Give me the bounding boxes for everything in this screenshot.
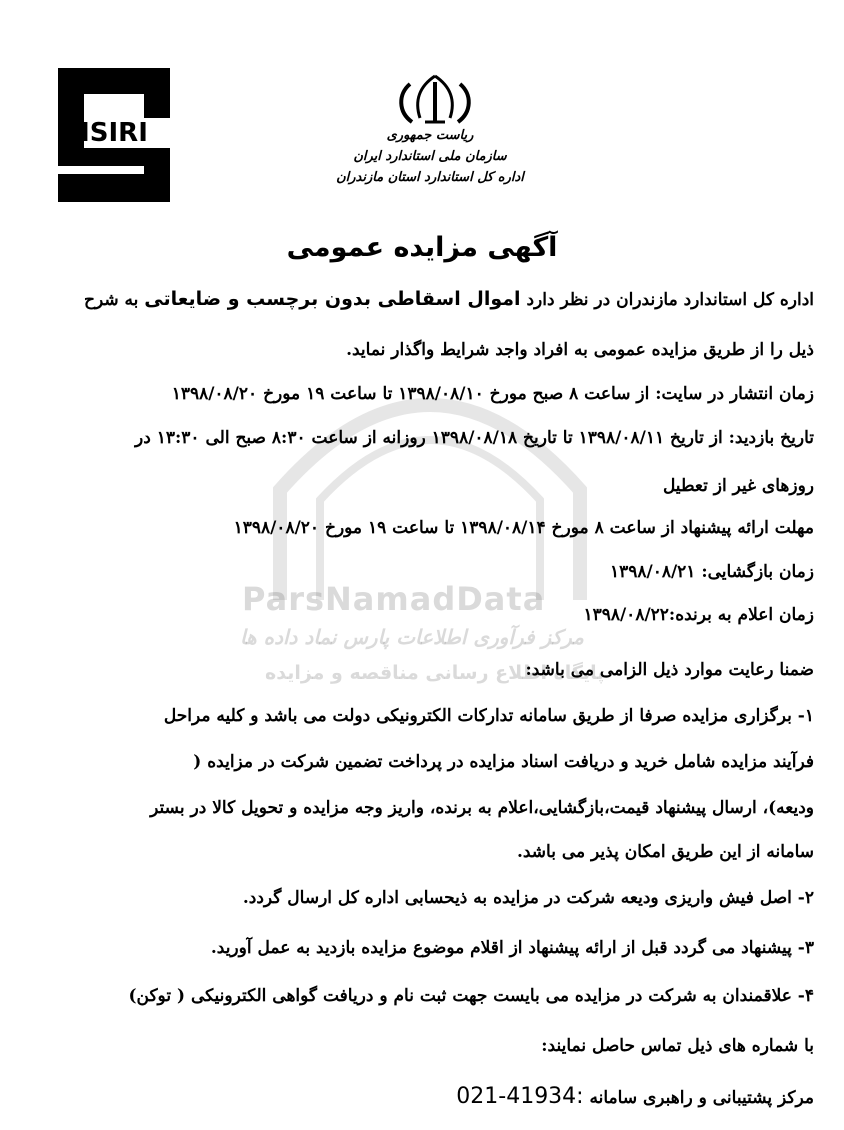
publish-time: زمان انتشار در سایت: از ساعت ۸ صبح مورخ ۱۳۹۸/۰۸/۱۰ تا ساعت ۱۹ مورخ ۱۳۹۸/۰۸/۲۰	[171, 384, 814, 404]
support-label: مرکز پشتیبانی و راهبری سامانه	[589, 1088, 814, 1108]
opening-time: زمان بازگشایی: ۱۳۹۸/۰۸/۲۱	[609, 562, 814, 582]
item-1-line2: فرآیند مزایده شامل خرید و دریافت اسناد مزایده در پرداخت تضمین شرکت در مزایده (	[193, 752, 814, 772]
header-line1: ریاست جمهوری	[386, 128, 474, 143]
visit-time-2: روزهای غیر از تعطیل	[662, 476, 814, 496]
org-header	[330, 125, 530, 188]
page-title: آگهی مزایده عمومی	[286, 232, 558, 263]
item-3: ۳- پیشنهاد می گردد قبل از ارائه پیشنهاد از اقلام موضوع مزایده بازدید به عمل آورید.	[210, 938, 814, 958]
item-1-line1: ۱- برگزاری مزایده صرفا از طریق سامانه تدارکات الکترونیکی دولت می باشد و کلیه مراحل	[163, 706, 814, 726]
header-line3: اداره کل استاندارد استان مازندران	[336, 170, 524, 185]
offer-deadline: مهلت ارائه پیشنهاد از ساعت ۸ مورخ ۱۳۹۸/۰۸/۱۴ تا ساعت ۱۹ مورخ ۱۳۹۸/۰۸/۲۰	[233, 518, 814, 538]
watermark-line2: پایگاه اطلاع رسانی مناقصه و مزایده	[265, 662, 605, 684]
header-line2: سازمان ملی استاندارد ایران	[353, 149, 507, 164]
watermark-line1: مرکز فرآوری اطلاعات پارس نماد داده ها	[240, 625, 584, 649]
winner-announcement: زمان اعلام به برنده:۱۳۹۸/۰۸/۲۲	[583, 605, 814, 625]
item-4-line1: ۴- علاقمندان به شرکت در مزایده می بایست جهت ثبت نام و دریافت گواهی الکترونیکی ( توکن)	[128, 986, 814, 1006]
isiri-logo	[52, 62, 176, 208]
intro-bold: اموال اسقاطی بدون برچسب و ضایعاتی	[144, 288, 521, 310]
watermark-brand: ParsNamadData	[242, 580, 546, 618]
requirements-intro: ضمنا رعایت موارد ذیل الزامی می باشد:	[525, 660, 814, 680]
iran-emblem-icon	[380, 72, 490, 126]
item-1-line3: ودیعه)، ارسال پیشنهاد قیمت،بازگشایی،اعلام به برنده، واریز وجه مزایده و تحویل کالا در بستر	[150, 798, 814, 818]
svg-text:ISIRI: ISIRI	[80, 118, 148, 148]
intro-part1: اداره کل استاندارد مازندران در نظر دارد	[520, 290, 814, 310]
visit-time-1: تاریخ بازدید: از تاریخ ۱۳۹۸/۰۸/۱۱ تا تاریخ ۱۳۹۸/۰۸/۱۸ روزانه از ساعت ۸:۳۰ صبح الی ۱۳:۳۰ در	[135, 428, 814, 448]
item-4-line2: با شماره های ذیل تماس حاصل نمایند:	[541, 1036, 814, 1056]
intro-line2: ذیل را از طریق مزایده عمومی به افراد واجد شرایط واگذار نماید.	[346, 340, 814, 360]
intro-part2: به شرح	[83, 290, 145, 310]
intro-line1	[84, 288, 814, 310]
item-1-line4: سامانه از این طریق امکان پذیر می باشد.	[516, 842, 814, 862]
item-2: ۲- اصل فیش واریزی ودیعه شرکت در مزایده به ذیحسابی اداره کل ارسال گردد.	[242, 888, 814, 908]
support-phone: 021-41934:	[456, 1084, 584, 1109]
support-line	[456, 1084, 814, 1109]
